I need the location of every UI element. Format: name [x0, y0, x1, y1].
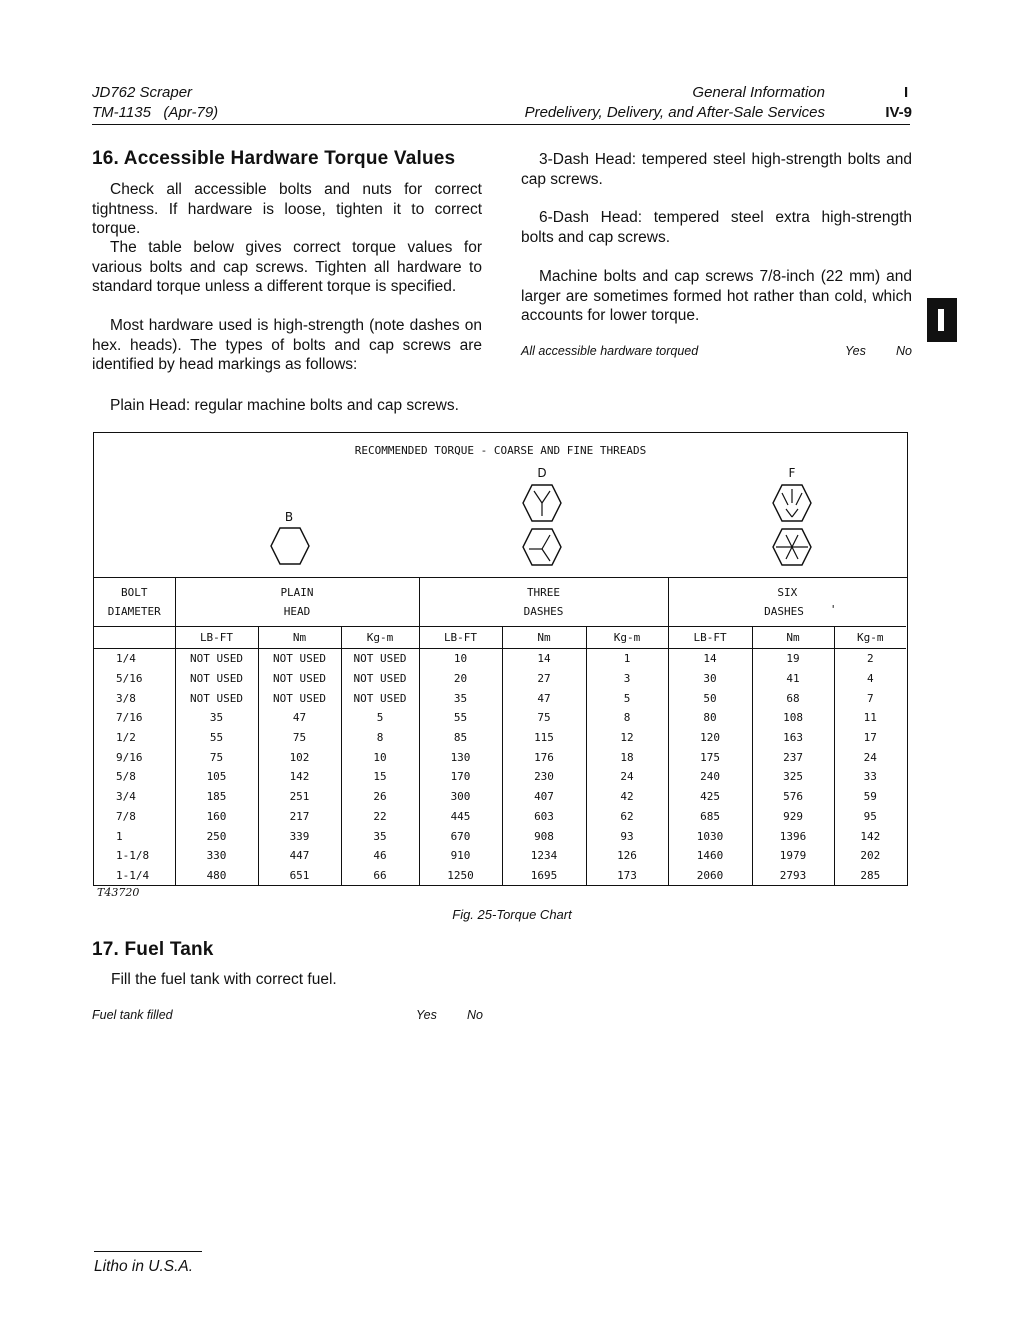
table-row: [94, 747, 906, 767]
torque-value-cell: 35: [341, 826, 419, 846]
torque-value-cell: 12: [586, 728, 668, 748]
torque-value-cell: 102: [258, 747, 341, 767]
bolt-size-cell: 5/8: [94, 767, 175, 787]
plain-hex-head-icon: [270, 526, 310, 566]
footer-rule: [94, 1251, 202, 1252]
torque-value-cell: 46: [341, 846, 419, 866]
torque-table-group-header: [94, 577, 906, 627]
header-rule: [92, 124, 910, 125]
torque-value-cell: 35: [419, 688, 502, 708]
torque-value-cell: 15: [341, 767, 419, 787]
torque-value-cell: 19: [752, 649, 834, 669]
torque-value-cell: 120: [668, 728, 752, 748]
manual-code-date: TM-1135 (Apr-79): [92, 104, 219, 121]
torque-value-cell: 176: [502, 747, 586, 767]
torque-value-cell: 908: [502, 826, 586, 846]
torque-value-cell: 407: [502, 787, 586, 807]
torque-value-cell: 202: [860, 849, 881, 863]
fuel-check-no[interactable]: No: [467, 1008, 483, 1022]
unit-header-blank: [94, 627, 175, 649]
table-row: [94, 728, 906, 748]
torque-value-cell: 62: [586, 807, 668, 827]
torque-value-cell: 27: [502, 669, 586, 689]
table-row: [94, 649, 906, 669]
fuel-check-yes[interactable]: Yes: [416, 1008, 437, 1022]
torque-value-cell: 68: [752, 688, 834, 708]
torque-value-cell: 24: [863, 750, 877, 764]
unit-header-cell: LB-FT: [668, 627, 752, 649]
hot-formed-note: Machine bolts and cap screws 7/8-inch (22 mm) and larger are sometimes formed hot rather than cold, which accounts for lower torque.: [521, 268, 912, 324]
torque-value-cell: 1250: [419, 866, 502, 886]
torque-value-cell: 1979: [752, 846, 834, 866]
torque-value-cell: 670: [419, 826, 502, 846]
table-row: [94, 846, 906, 866]
torque-value-cell: 142: [860, 829, 881, 843]
torque-value-cell: 651: [258, 866, 341, 886]
table-row: [94, 826, 906, 846]
torque-value-cell: NOT USED: [341, 649, 419, 669]
torque-value-cell: 108: [752, 708, 834, 728]
torque-value-cell: 75: [258, 728, 341, 748]
torque-value-cell: 20: [419, 669, 502, 689]
torque-value-cell: 1460: [668, 846, 752, 866]
torque-value-cell: 447: [258, 846, 341, 866]
torque-value-cell: 22: [341, 807, 419, 827]
footer-litho: Litho in U.S.A.: [94, 1258, 194, 1275]
torque-value-cell: 5: [341, 708, 419, 728]
torque-chart: [93, 432, 908, 886]
torque-chart-heading: [94, 433, 907, 578]
torque-value-cell: NOT USED: [341, 669, 419, 689]
three-dash-description: 3-Dash Head: tempered steel high-strength bolts and cap screws.: [521, 151, 912, 188]
torque-value-cell: 18: [586, 747, 668, 767]
bolt-size-cell: 7/8: [94, 807, 175, 827]
table-row: [94, 767, 906, 787]
torque-value-cell: 3: [586, 669, 668, 689]
torque-value-cell: 2793: [752, 866, 834, 886]
plain-head-header: PLAIN HEAD: [175, 577, 419, 627]
bolt-size-cell: 5/16: [94, 669, 175, 689]
torque-value-cell: NOT USED: [258, 649, 341, 669]
torque-value-cell: 2: [866, 652, 874, 666]
torque-value-cell: 24: [586, 767, 668, 787]
bolt-size-cell: 1-1/4: [94, 866, 175, 886]
six-dash-bolt-side-icon: [772, 527, 812, 567]
page-number: IV-9: [885, 104, 912, 121]
bolt-size-cell: 1/4: [94, 649, 175, 669]
section-17-paragraph: Fill the fuel tank with correct fuel.: [111, 971, 337, 988]
torque-value-cell: 160: [175, 807, 258, 827]
chapter-title: General Information: [692, 84, 825, 101]
torque-value-cell: NOT USED: [175, 688, 258, 708]
table-row: [94, 787, 906, 807]
torque-value-cell: 1: [586, 649, 668, 669]
unit-header-cell: Nm: [258, 627, 341, 649]
plain-head-description: Plain Head: regular machine bolts and cap screws.: [110, 397, 459, 414]
torque-value-cell: 10: [419, 649, 502, 669]
torque-value-cell: 7: [866, 691, 874, 705]
unit-header-cell: Kg-m: [586, 627, 668, 649]
torque-value-cell: 59: [863, 790, 877, 804]
torque-value-cell: 8: [586, 708, 668, 728]
section-16-paragraph-2: The table below gives correct torque values for various bolts and cap screws. Tighten all hardware to standard torque unless a different torque is specified.: [92, 239, 482, 295]
torque-value-cell: 2060: [668, 866, 752, 886]
three-dashes-header: THREE DASHES: [419, 577, 668, 627]
torque-value-cell: 47: [258, 708, 341, 728]
torque-value-cell: 1234: [502, 846, 586, 866]
bolt-size-cell: 3/4: [94, 787, 175, 807]
torque-value-cell: 217: [258, 807, 341, 827]
unit-header-cell: Kg-m: [834, 627, 906, 649]
torque-value-cell: 300: [419, 787, 502, 807]
hardware-check-no[interactable]: No: [896, 344, 912, 358]
torque-value-cell: 4: [866, 672, 874, 686]
torque-value-cell: 325: [752, 767, 834, 787]
chart-code: T43720: [97, 886, 140, 899]
torque-value-cell: 425: [668, 787, 752, 807]
head-label-f: F: [788, 466, 796, 480]
table-row: [94, 708, 906, 728]
torque-value-cell: 5: [586, 688, 668, 708]
head-label-d: D: [537, 466, 547, 480]
section-tab-marker: [927, 298, 957, 342]
six-dashes-header: SIX DASHES ': [668, 577, 906, 627]
torque-value-cell: 95: [863, 809, 877, 823]
bolt-diameter-header: BOLT DIAMETER: [94, 577, 175, 627]
torque-value-cell: 10: [341, 747, 419, 767]
bolt-size-cell: 3/8: [94, 688, 175, 708]
section-16-paragraph-3: Most hardware used is high-strength (note dashes on hex. heads). The types of bolts and cap screws are identified by head markings as follows:: [92, 317, 482, 373]
unit-header-cell: Nm: [502, 627, 586, 649]
torque-value-cell: NOT USED: [175, 649, 258, 669]
bolt-size-cell: 7/16: [94, 708, 175, 728]
torque-value-cell: 93: [586, 826, 668, 846]
torque-value-cell: 173: [586, 866, 668, 886]
unit-header-cell: LB-FT: [419, 627, 502, 649]
torque-value-cell: 80: [668, 708, 752, 728]
bolt-size-cell: 1/2: [94, 728, 175, 748]
table-row: [94, 807, 906, 827]
torque-value-cell: 85: [419, 728, 502, 748]
torque-value-cell: 603: [502, 807, 586, 827]
table-row: [94, 866, 906, 886]
torque-chart-title: RECOMMENDED TORQUE - COARSE AND FINE THREADS: [354, 444, 647, 457]
torque-value-cell: 14: [668, 649, 752, 669]
torque-value-cell: 75: [502, 708, 586, 728]
unit-header-cell: LB-FT: [175, 627, 258, 649]
torque-value-cell: NOT USED: [341, 688, 419, 708]
torque-value-cell: 330: [175, 846, 258, 866]
unit-header-cell: Nm: [752, 627, 834, 649]
torque-value-cell: NOT USED: [175, 669, 258, 689]
six-dash-description: 6-Dash Head: tempered steel extra high-strength bolts and cap screws.: [521, 209, 912, 246]
torque-value-cell: 75: [175, 747, 258, 767]
torque-value-cell: 251: [258, 787, 341, 807]
head-label-b: B: [284, 510, 294, 524]
torque-value-cell: 1695: [502, 866, 586, 886]
torque-value-cell: 55: [175, 728, 258, 748]
manual-title: JD762 Scraper: [92, 84, 193, 101]
section-17-title: 17. Fuel Tank: [92, 939, 214, 960]
torque-value-cell: 929: [752, 807, 834, 827]
torque-value-cell: 17: [863, 731, 877, 745]
torque-value-cell: 910: [419, 846, 502, 866]
torque-value-cell: NOT USED: [258, 669, 341, 689]
torque-value-cell: 480: [175, 866, 258, 886]
table-row: [94, 669, 906, 689]
torque-value-cell: 115: [502, 728, 586, 748]
torque-value-cell: 47: [502, 688, 586, 708]
fuel-check-label: Fuel tank filled: [92, 1008, 173, 1022]
torque-value-cell: 8: [341, 728, 419, 748]
torque-value-cell: 41: [752, 669, 834, 689]
torque-value-cell: 14: [502, 649, 586, 669]
table-row: [94, 688, 906, 708]
torque-value-cell: 576: [752, 787, 834, 807]
torque-value-cell: 339: [258, 826, 341, 846]
torque-value-cell: 30: [668, 669, 752, 689]
torque-value-cell: 185: [175, 787, 258, 807]
torque-value-cell: 42: [586, 787, 668, 807]
torque-table: [94, 577, 906, 885]
torque-value-cell: 55: [419, 708, 502, 728]
torque-value-cell: 1030: [668, 826, 752, 846]
torque-value-cell: 33: [863, 770, 877, 784]
unit-header-cell: Kg-m: [341, 627, 419, 649]
torque-value-cell: 685: [668, 807, 752, 827]
section-16-paragraph-1: Check all accessible bolts and nuts for correct tightness. If hardware is loose, tighten it to correct torque.: [92, 181, 482, 237]
section-16-title: 16. Accessible Hardware Torque Values: [92, 148, 456, 169]
torque-value-cell: NOT USED: [258, 688, 341, 708]
six-dash-bolt-top-icon: [772, 483, 812, 523]
bolt-size-cell: 9/16: [94, 747, 175, 767]
hardware-check-label: All accessible hardware torqued: [521, 344, 699, 358]
torque-value-cell: 163: [752, 728, 834, 748]
bolt-size-cell: 1: [94, 826, 175, 846]
torque-value-cell: 240: [668, 767, 752, 787]
chapter-subtitle: Predelivery, Delivery, and After-Sale Services: [524, 104, 825, 121]
bolt-size-cell: 1-1/8: [94, 846, 175, 866]
torque-value-cell: 11: [863, 711, 877, 725]
torque-value-cell: 230: [502, 767, 586, 787]
three-dash-bolt-side-icon: [522, 527, 562, 567]
torque-value-cell: 50: [668, 688, 752, 708]
torque-value-cell: 445: [419, 807, 502, 827]
torque-value-cell: 130: [419, 747, 502, 767]
section-mark: I: [904, 84, 909, 101]
figure-caption: Fig. 25-Torque Chart: [452, 907, 572, 922]
three-dash-bolt-top-icon: [522, 483, 562, 523]
torque-value-cell: 66: [341, 866, 419, 886]
torque-value-cell: 285: [860, 868, 881, 882]
torque-value-cell: 26: [341, 787, 419, 807]
torque-value-cell: 105: [175, 767, 258, 787]
torque-value-cell: 1396: [752, 826, 834, 846]
torque-value-cell: 237: [752, 747, 834, 767]
torque-value-cell: 170: [419, 767, 502, 787]
torque-value-cell: 250: [175, 826, 258, 846]
torque-value-cell: 126: [586, 846, 668, 866]
torque-table-unit-header: [94, 627, 906, 649]
hardware-check-yes[interactable]: Yes: [845, 344, 866, 358]
torque-value-cell: 35: [175, 708, 258, 728]
torque-value-cell: 142: [258, 767, 341, 787]
torque-value-cell: 175: [668, 747, 752, 767]
